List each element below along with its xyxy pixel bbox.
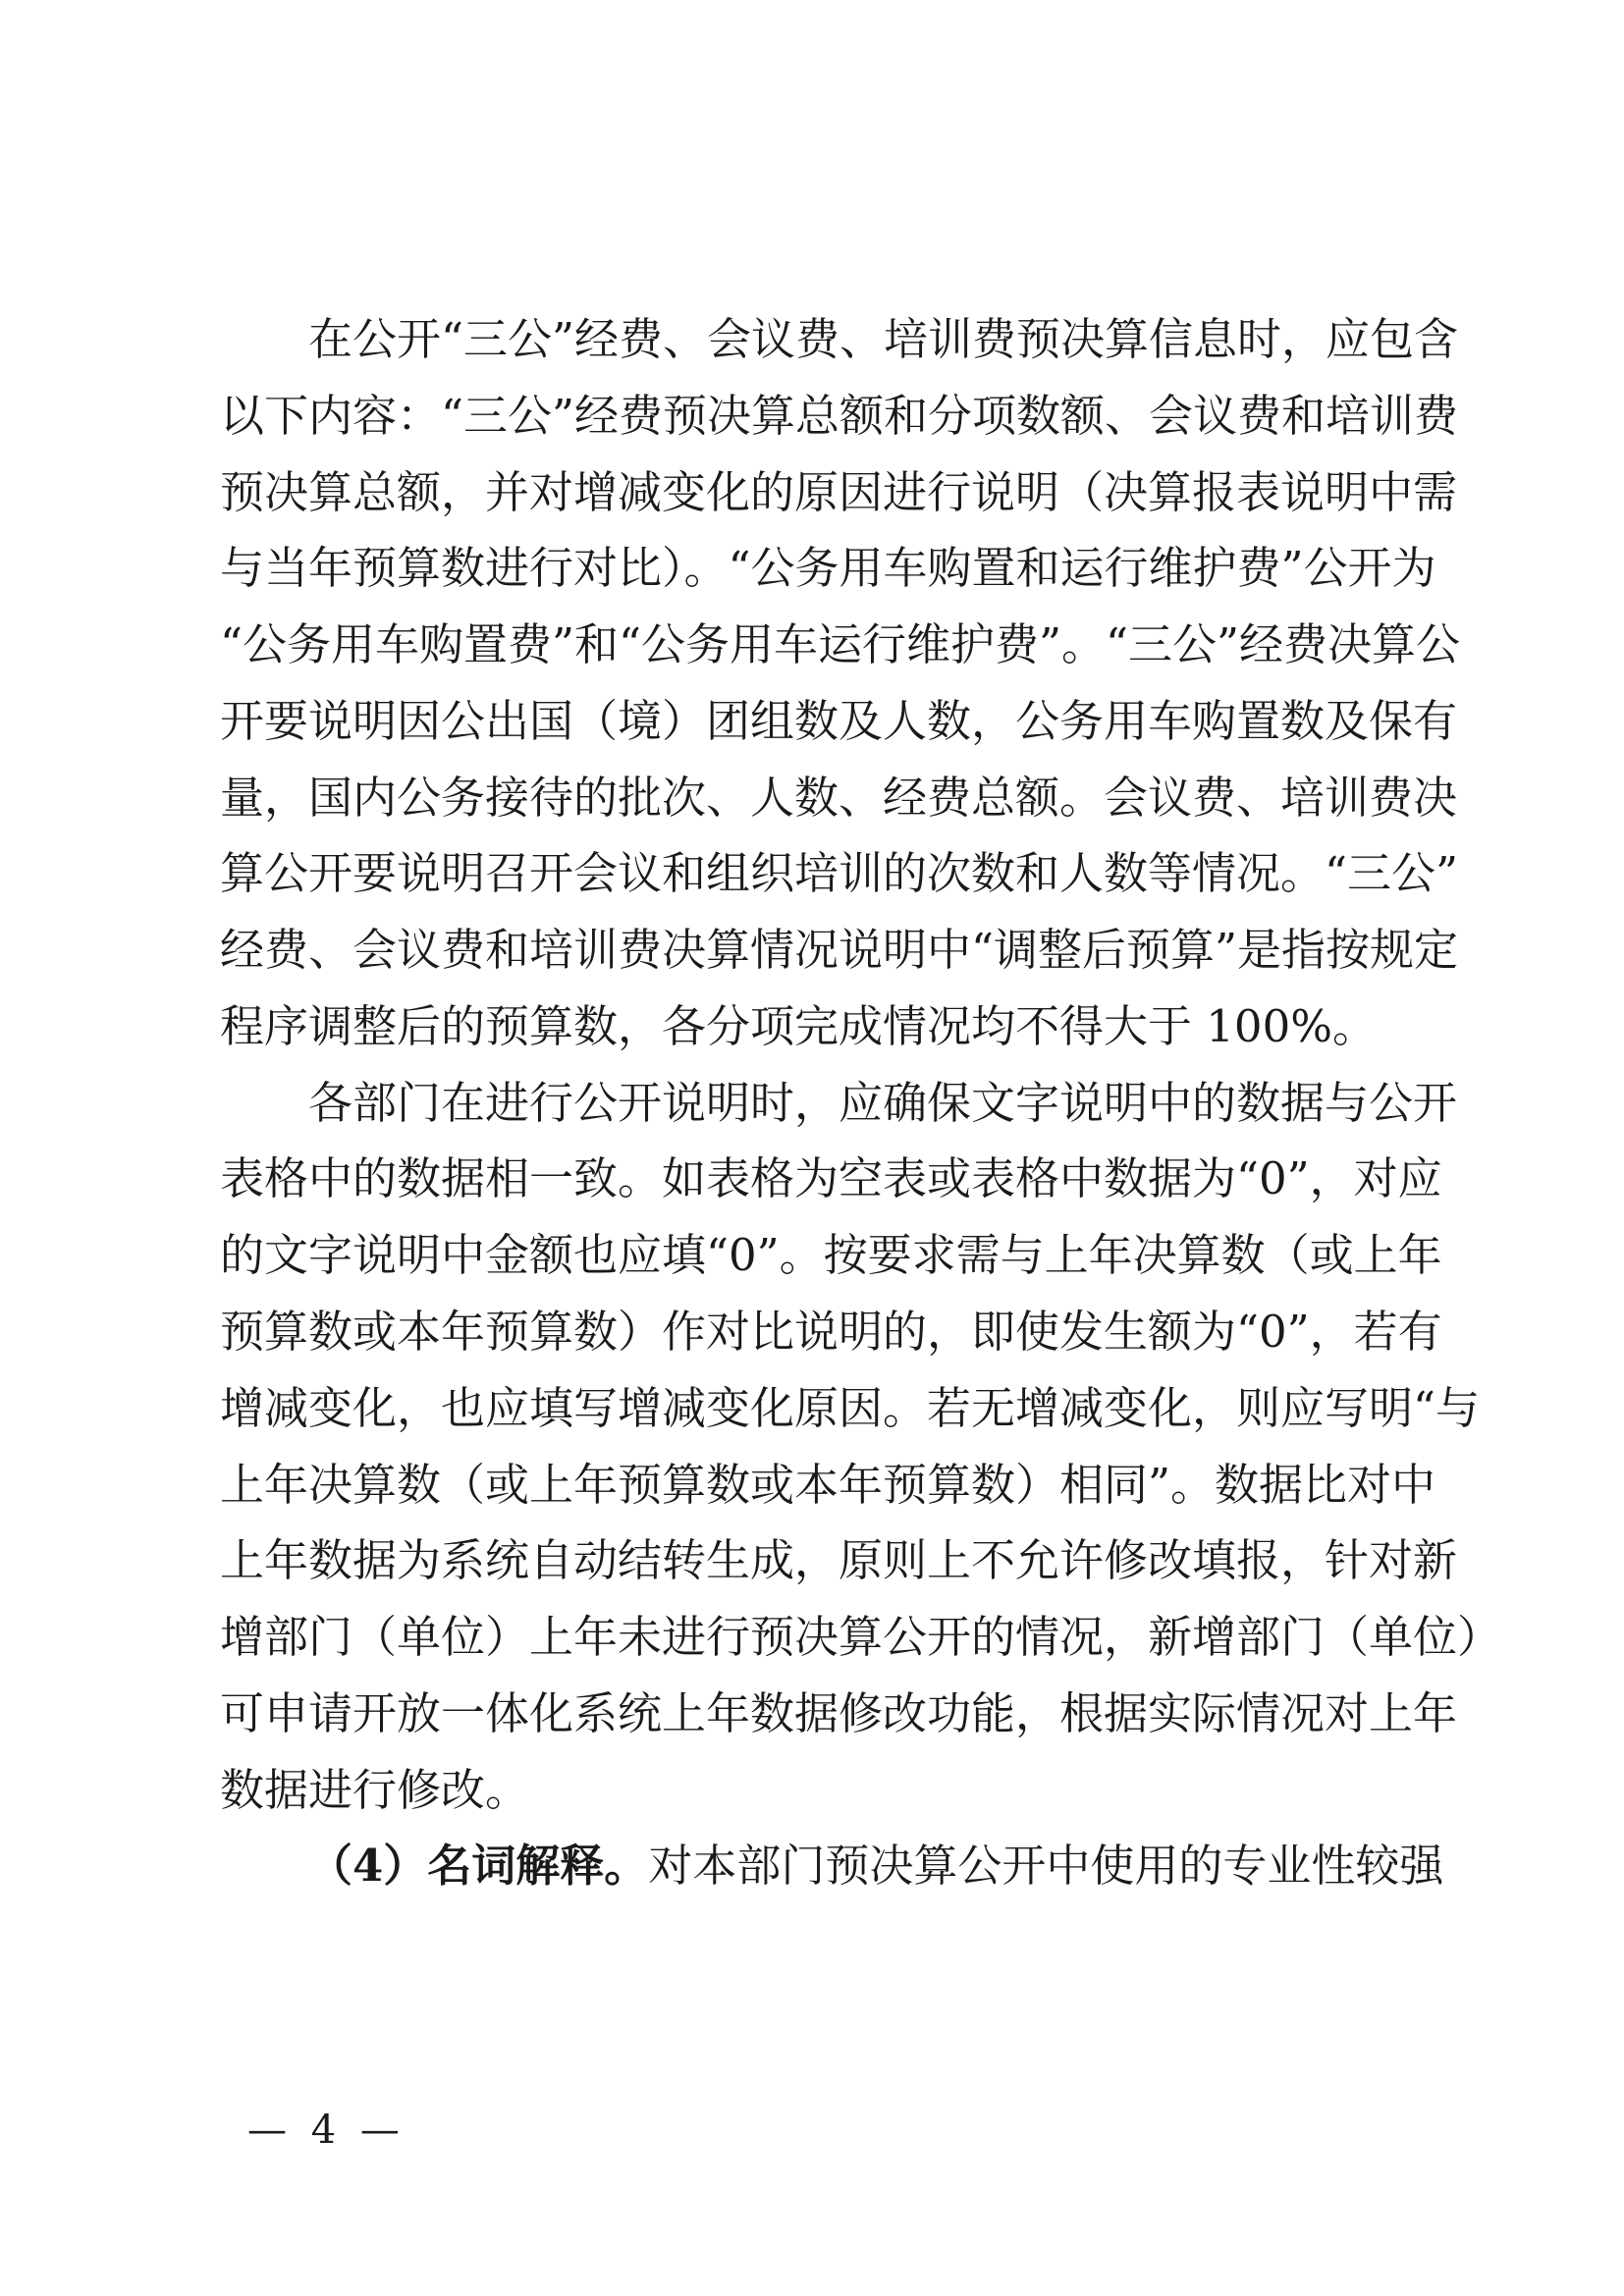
- page-number: — 4 —: [247, 2108, 406, 2153]
- paragraph-line: 以下内容：“三公”经费预决算总额和分项数额、会议费和培训费: [220, 390, 1459, 442]
- paragraph-line: 可申请开放一体化系统上年数据修改功能，根据实际情况对上年: [220, 1687, 1458, 1739]
- paragraph-line: 表格中的数据相一致。如表格为空表或表格中数据为“0”，对应: [220, 1152, 1442, 1204]
- paragraph-line: 上年决算数（或上年预算数或本年预算数）相同”。数据比对中: [220, 1459, 1436, 1511]
- paragraph-line: 与当年预算数进行对比）。“公务用车购置和运行维护费”公开为: [220, 542, 1436, 594]
- paragraph-line: 经费、会议费和培训费决算情况说明中“调整后预算”是指按规定: [220, 924, 1459, 976]
- paragraph-line: 预决算总额，并对增减变化的原因进行说明（决算报表说明中需: [220, 466, 1458, 518]
- paragraph-line: 程序调整后的预算数，各分项完成情况均不得大于 100%。: [220, 1000, 1377, 1052]
- paragraph-line: “公务用车购置费”和“公务用车运行维护费”。“三公”经费决算公: [220, 618, 1461, 670]
- paragraph-line: 量，国内公务接待的批次、人数、经费总额。会议费、培训费决: [220, 772, 1458, 824]
- paragraph-line: 开要说明因公出国（境）团组数及人数，公务用车购置数及保有: [220, 695, 1458, 747]
- paragraph-line: 的文字说明中金额也应填“0”。按要求需与上年决算数（或上年: [220, 1229, 1442, 1281]
- paragraph-text: 对本部门预决算公开中使用的专业性较强: [648, 1840, 1444, 1892]
- paragraph-line: 算公开要说明召开会议和组织培训的次数和人数等情况。“三公”: [220, 847, 1459, 899]
- paragraph-line: 增减变化，也应填写增减变化原因。若无增减变化，则应写明“与: [220, 1382, 1481, 1434]
- paragraph-line: 上年数据为系统自动结转生成，原则上不允许修改填报，针对新: [220, 1534, 1458, 1586]
- paragraph-line: 预算数或本年预算数）作对比说明的，即使发生额为“0”，若有: [220, 1306, 1442, 1358]
- paragraph-3-line: [308, 1829, 1444, 1903]
- paragraph-line: 各部门在进行公开说明时，应确保文字说明中的数据与公开: [308, 1077, 1458, 1129]
- term-definition-heading: （4）名词解释。: [308, 1840, 649, 1892]
- paragraph-line: 数据进行修改。: [220, 1764, 530, 1816]
- paragraph-line: 增部门（单位）上年未进行预决算公开的情况，新增部门（单位）: [220, 1611, 1502, 1663]
- paragraph-line: 在公开“三公”经费、会议费、培训费预决算信息时，应包含: [308, 313, 1459, 365]
